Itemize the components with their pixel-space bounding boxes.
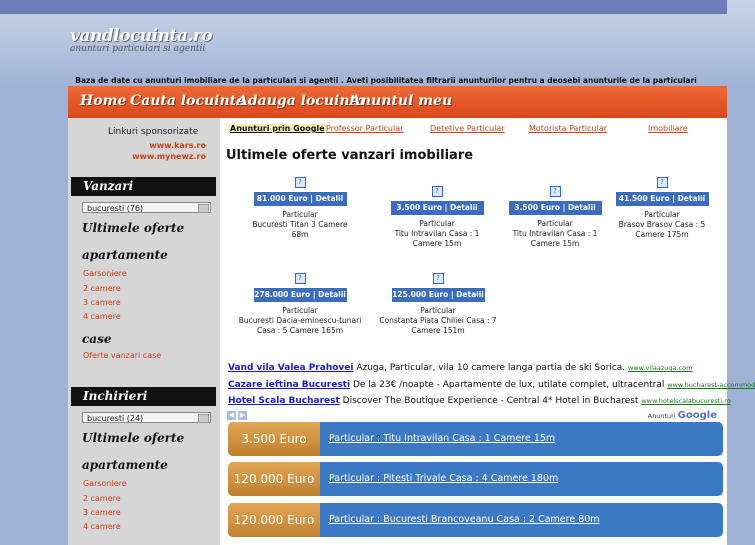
ad-description: Azuga, Particular, vila 10 camere langa partia de ski Sorica. [353,363,629,373]
inchirieri-apartamente-title: apartamente [82,458,168,472]
offer-type: Particular [282,210,318,219]
offer-type: Particular [419,219,455,228]
offer-description: Bucuresti Titan 3 Camere 68m [252,220,348,239]
listing-price: 3.500 Euro [228,422,320,456]
listing-row[interactable] [228,462,723,496]
chevron-down-icon [198,204,209,213]
ad-title[interactable]: Hotel Scala Bucharest [228,396,340,406]
offer-card [608,177,716,240]
offer-card [235,273,365,336]
ad-url[interactable]: www.hotelscalabucuresti.ro [641,397,731,405]
page-title: Ultimele oferte vanzari imobiliare [226,148,474,163]
inchirieri-latest-title: Ultimele oferte [82,431,185,445]
vanzari-heading: Vanzari [71,177,216,196]
toplink-detetive[interactable]: Detetive Particular [430,124,505,133]
sponsored-title: Linkuri sponsorizate [108,127,199,137]
nav-anuntul-meu[interactable]: Anuntul meu [350,93,453,109]
main-nav [68,86,727,118]
listing-link[interactable]: Particular : Titu Intravilan Casa : 1 Camere 15m [329,433,556,444]
inchirieri-heading: Inchirieri [71,387,216,406]
ads-by-label: Anunturi [647,412,676,420]
ad-description: Discover The Boutique Experience - Central 4* Hotel in Bucharest [339,396,642,406]
offer-description: Titu Intravilan Casa : 1 Camere 15m [512,229,598,248]
offer-card [378,273,498,336]
image-placeholder-icon[interactable]: ? [433,273,444,284]
inchirieri-city-select[interactable] [82,412,211,423]
nav-cauta-locuinta[interactable]: Cauta locuinta [130,93,246,109]
listing-link[interactable]: Particular : Bucuresti Brancoveanu Casa : 2 Camere 80m [329,514,600,525]
google-logo: Google [677,410,717,421]
vanzari-link-3-camere[interactable]: 3 camere [83,298,121,307]
offer-type: Particular [537,219,573,228]
sponsored-ad[interactable] [228,380,755,390]
offer-price-button[interactable]: 81.000 Euro | Detalii [254,192,347,206]
ad-title[interactable]: Cazare ieftina Bucuresti [228,380,351,390]
toplink-google[interactable]: Anunturi prin Google [230,124,325,133]
sidebar [68,118,220,545]
toplink-imobiliare[interactable]: Imobiliare [648,124,688,133]
ad-pager [227,410,249,420]
offer-price-button[interactable]: 3.500 Euro | Detalii [391,201,484,215]
offer-description: Constanta Piata Chiliei Casa : 7 Camere 151m [379,316,497,335]
vanzari-select-value: bucuresti (76) [87,204,144,213]
image-placeholder-icon[interactable]: ? [550,186,561,197]
offer-card [383,186,491,249]
inchirieri-link-3-camere[interactable]: 3 camere [83,508,121,517]
ad-url[interactable]: www.bucharest-accommod [667,381,755,389]
inchirieri-link-2-camere[interactable]: 2 camere [83,494,121,503]
offer-description: Brasov Brasov Casa : 5 Camere 175m [618,220,706,239]
vanzari-link-garsoniere[interactable]: Garsoniere [83,269,127,278]
offer-type: Particular [644,210,680,219]
logo-title: vandlocuinta.ro [70,26,213,46]
offer-price-button[interactable]: 3.500 Euro | Detalii [509,201,602,215]
sponsored-link[interactable]: www.kars.ro [149,141,206,150]
image-placeholder-icon[interactable]: ? [657,177,668,188]
vanzari-link-2-camere[interactable]: 2 camere [83,284,121,293]
listing-link[interactable]: Particular : Pitesti Trivale Casa : 4 Camere 180m [329,473,559,484]
offer-type: Particular [282,306,318,315]
nav-home[interactable]: Home [80,93,127,109]
image-placeholder-icon[interactable]: ? [295,177,306,188]
vanzari-city-select[interactable] [82,202,211,213]
ad-description: De la 23€ /noapte - Apartamente de lux, utilate complet, ultracentral [350,380,668,390]
vanzari-latest-title: Ultimele oferte [82,221,185,235]
offer-price-button[interactable]: 125.000 Euro | Detalii [392,288,485,302]
chevron-down-icon [198,414,209,423]
listing-row[interactable] [228,422,723,456]
main-content [220,118,755,545]
vanzari-link-case[interactable]: Oferte vanzari case [83,351,162,360]
image-placeholder-icon[interactable]: ? [432,186,443,197]
logo-subtitle: anunturi particulari si agentii [70,44,206,54]
listing-row[interactable] [228,503,723,537]
top-strip [0,0,727,14]
inchirieri-link-garsoniere[interactable]: Garsoniere [83,479,127,488]
offer-price-button[interactable]: 41.500 Euro | Detalii [616,192,709,206]
offer-card [501,186,609,249]
nav-adauga-locuinta[interactable]: Adauga locuinta [237,93,366,109]
ad-url[interactable]: www.vilaazuga.com [628,364,693,372]
vanzari-link-4-camere[interactable]: 4 camere [83,312,121,321]
listing-price: 120.000 Euro [228,503,320,537]
chevron-right-icon[interactable]: ▶ [239,411,246,419]
site-logo[interactable] [70,26,212,54]
image-placeholder-icon[interactable]: ? [295,273,306,284]
offer-type: Particular [420,306,456,315]
toplink-professor[interactable]: Professor Particular [326,124,404,133]
sponsored-ad[interactable] [228,396,731,406]
inchirieri-link-4-camere[interactable]: 4 camere [83,522,121,531]
sponsored-ad[interactable] [228,363,722,373]
offer-card [246,177,354,240]
offer-description: Titu Intravilan Casa : 1 Camere 15m [394,229,480,248]
intro-text: Baza de date cu anunturi imobiliare de la particulari si agentii . Aveti posibilitatea filtrarii anunturilor pentru a deosebi anunturile de la particulari [75,76,697,85]
toplink-motorista[interactable]: Motorista Particular [529,124,607,133]
vanzari-case-title: case [82,332,112,346]
vanzari-apartamente-title: apartamente [82,248,168,262]
chevron-left-icon[interactable]: ◀ [228,411,235,419]
inchirieri-select-value: bucuresti (24) [87,414,144,423]
ad-title[interactable]: Vand vila Valea Prahovei [228,363,354,373]
offer-description: Bucuresti Dacia-eminescu-tunari Casa : 5 Camere 165m [238,316,362,335]
google-link-units [220,124,727,136]
ads-by-google[interactable] [648,410,717,421]
listing-price: 120.000 Euro [228,462,320,496]
sponsored-link[interactable]: www.mynewz.ro [132,152,206,161]
offer-price-button[interactable]: 278.000 Euro | Detalii [254,288,347,302]
